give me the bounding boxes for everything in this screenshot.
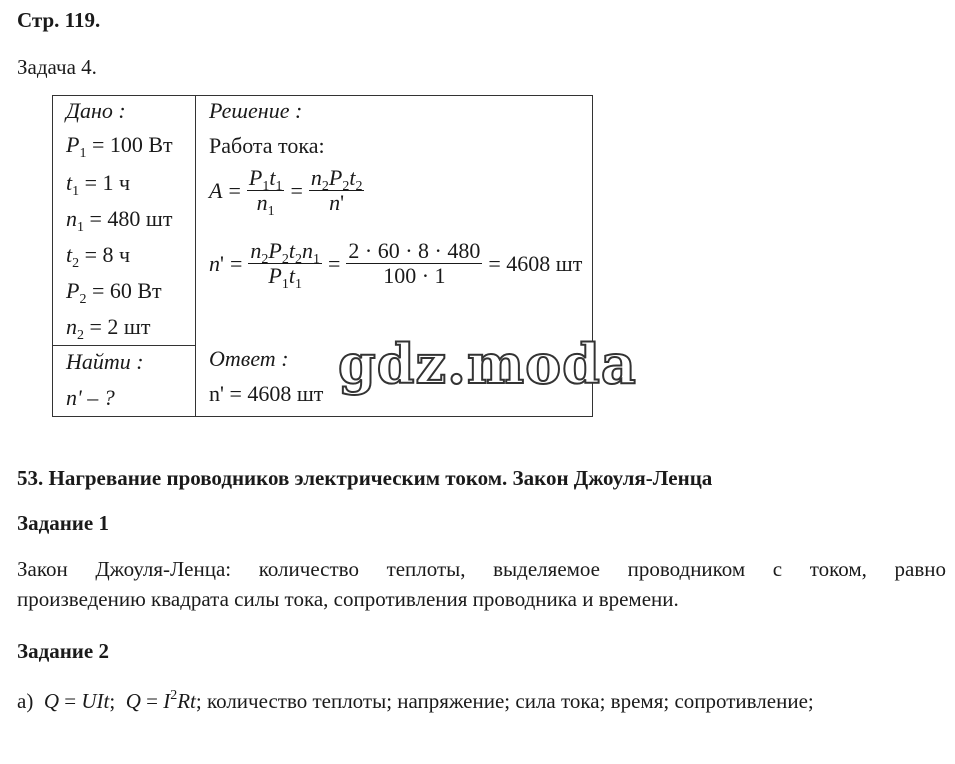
work-label: Работа тока: xyxy=(209,133,325,158)
find-value: n' – ? xyxy=(66,385,115,410)
task2-answer: а) Q = UIt; $Q = I^2Rt$; количество теплоты; напряжение; сила тока; время; сопротивление; xyxy=(17,688,814,713)
task1-line2: произведению квадрата силы тока, сопротивления проводника и времени. xyxy=(17,587,679,611)
given-row: $t_1 = 1$ ч xyxy=(66,170,131,199)
given-row: $t_2 = 8$ ч xyxy=(66,242,131,271)
task2-title: Задание 2 xyxy=(17,639,109,663)
work-formula: A = $\frac{P_1t_1}{n_1}$ = $\frac{n_2P_2t_2}{n'}$ xyxy=(209,165,363,220)
task-label: Задача 4. xyxy=(17,55,97,79)
given-row: $n_2 = 2$ шт xyxy=(66,314,151,343)
calc-formula: n' = $\frac{n_2P_2t_2n_1}{P_1t_1}$ = $\frac{2 \cdot 60 \cdot 8 \cdot 480}{100 \cdot 1}$ = 4608 шт xyxy=(209,238,583,293)
solution-title: Решение : xyxy=(209,98,303,123)
section-title: 53. Нагревание проводников электрическим током. Закон Джоуля-Ленца xyxy=(17,466,713,490)
given-row: $n_1 = 480$ шт xyxy=(66,206,173,235)
page-header: Стр. 119. xyxy=(17,8,101,32)
answer-value: n' = 4608 шт xyxy=(209,381,324,406)
find-title: Найти : xyxy=(66,349,144,374)
answer-title: Ответ : xyxy=(209,346,289,371)
given-row: $P_2 = 60$ Вт xyxy=(66,278,162,307)
task1-line1: Закон Джоуля-Ленца: количество теплоты, выделяемое проводником с током, равно xyxy=(17,557,946,581)
table-divider-horizontal xyxy=(53,345,195,346)
watermark-logo: gdz.moda xyxy=(338,332,637,396)
given-title: Дано : xyxy=(66,98,126,123)
task1-title: Задание 1 xyxy=(17,511,109,535)
table-divider-vertical xyxy=(195,96,196,416)
given-row: $P_1 = 100$ Вт xyxy=(66,132,173,161)
